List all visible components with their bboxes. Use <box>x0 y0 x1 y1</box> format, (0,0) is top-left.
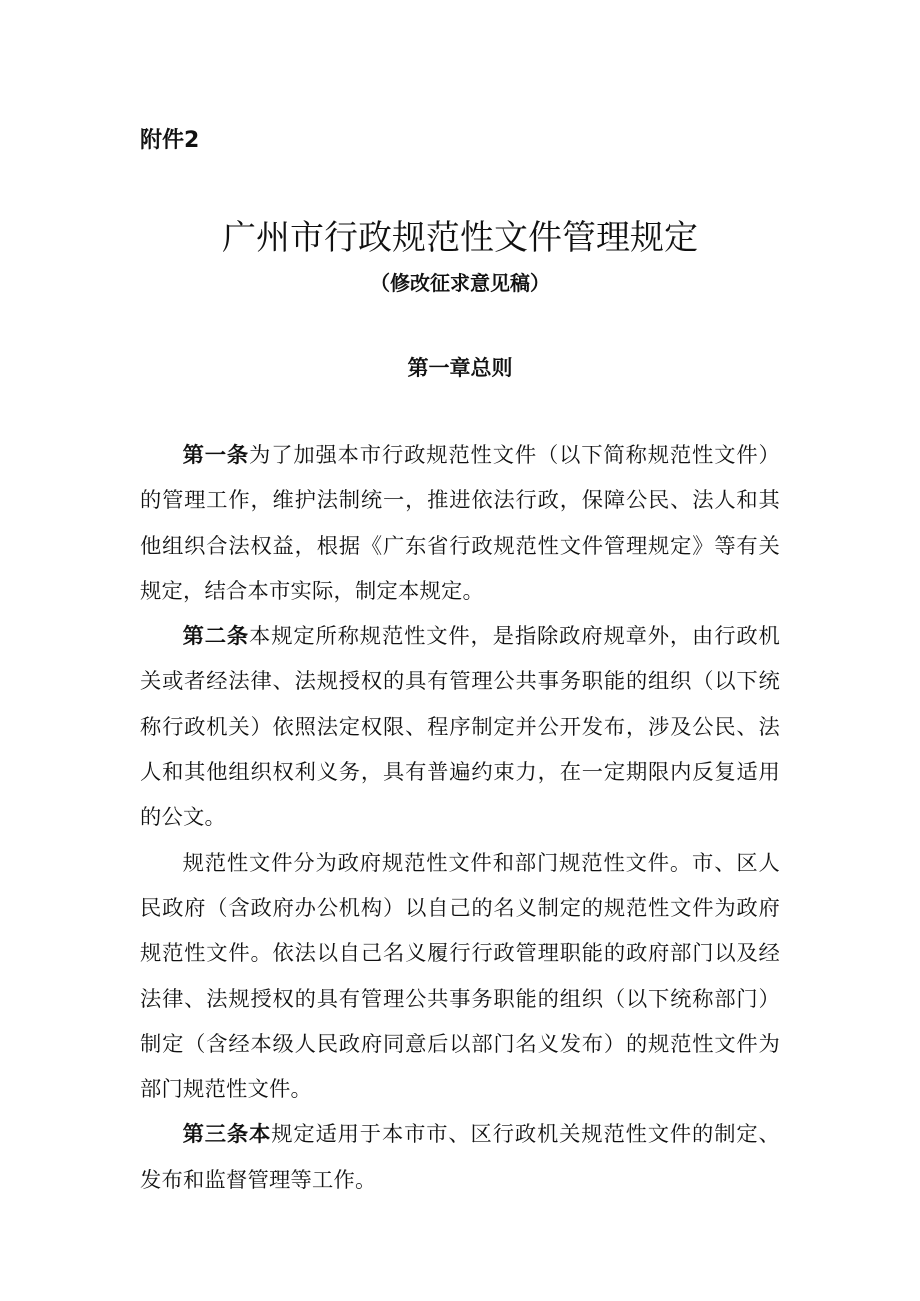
article-text: 规范性文件分为政府规范性文件和部门规范性文件。市、区人民政府（含政府办公机构）以自己的名义制定的规范性文件为政府规范性文件。依法以自己名义履行行政管理职能的政府部门以及经法律、法规授权的具有管理公共事务职能的组织（以下统称部门）制定（含经本级人民政府同意后以部门名义发布）的规范性文件为部门规范性文件。 <box>140 850 780 1103</box>
document-subtitle: （修改征求意见稿） <box>370 271 550 295</box>
article-label: 第三条本 <box>182 1122 272 1148</box>
article-label: 第一条 <box>182 443 250 468</box>
article-2-paragraph-2 <box>140 841 780 1113</box>
article-2 <box>140 614 780 840</box>
article-text: 规定适用于本市市、区行政机关规范性文件的制定、发布和监督管理等工作。 <box>140 1122 780 1193</box>
attachment-label: 附件2 <box>140 128 200 153</box>
article-3 <box>140 1112 780 1203</box>
chapter-heading: 第一章总则 <box>407 356 513 380</box>
document-body <box>140 433 780 1203</box>
article-text: 本规定所称规范性文件，是指除政府规章外，由行政机关或者经法律、法规授权的具有管理公共事务职能的组织（以下统称行政机关）依照法定权限、程序制定并公开发布，涉及公民、法人和其他组织权利义务，具有普遍约束力，在一定期限内反复适用的公文。 <box>140 624 780 831</box>
article-text: 为了加强本市行政规范性文件（以下简称规范性文件）的管理工作，维护法制统一，推进依法行政，保障公民、法人和其他组织合法权益，根据《广东省行政规范性文件管理规定》等有关规定，结合本市实际，制定本规定。 <box>140 443 780 604</box>
document-title: 广州市行政规范性文件管理规定 <box>222 218 698 258</box>
article-label: 第二条 <box>182 624 250 650</box>
article-1 <box>140 433 780 614</box>
